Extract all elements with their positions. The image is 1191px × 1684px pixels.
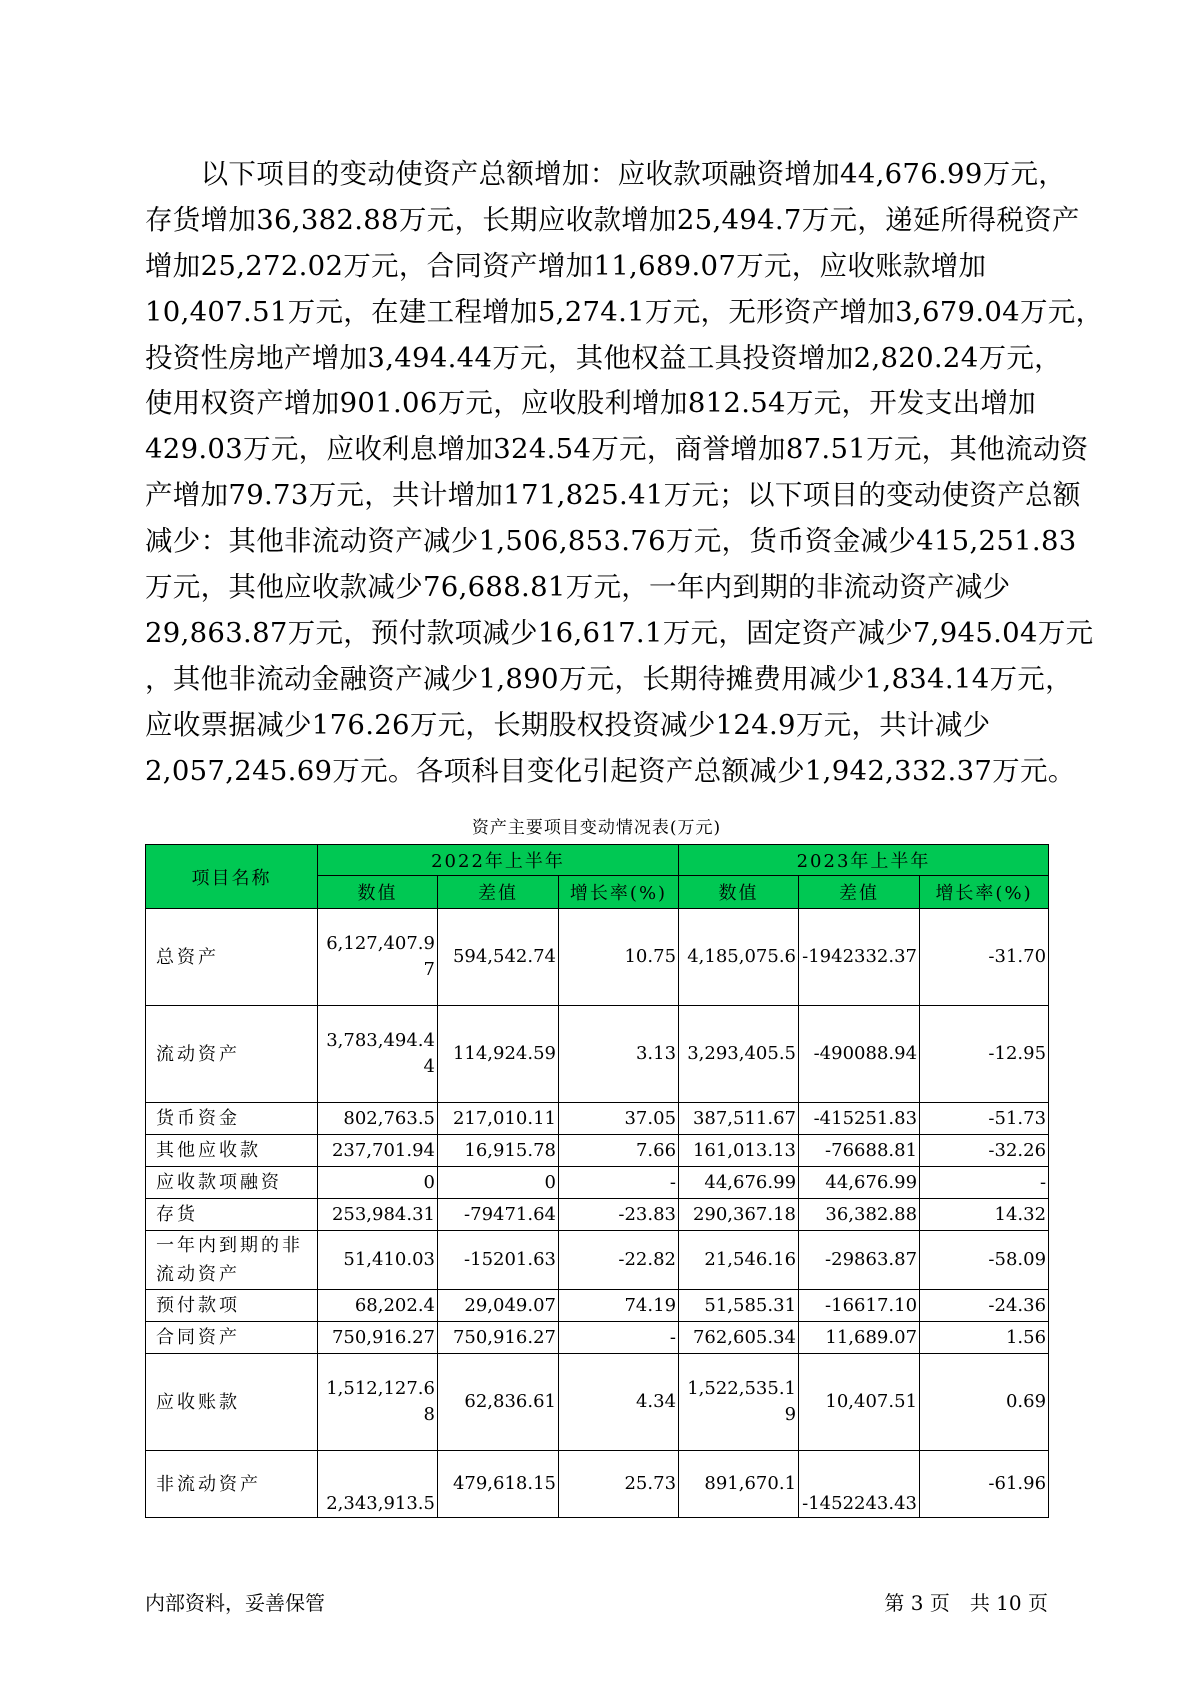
cell-value-2023: 891,670.1 [679, 1451, 799, 1518]
cell-rate-2022: 7.66 [559, 1135, 679, 1167]
header-value-2022: 数值 [318, 876, 438, 909]
paragraph-line: 使用权资产增加901.06万元，应收股利增加812.54万元，开发支出增加 [145, 387, 1037, 420]
table-caption: 资产主要项目变动情况表(万元) [471, 818, 722, 838]
cell-rate-2023: -24.36 [920, 1290, 1049, 1322]
table-row [146, 1103, 1049, 1135]
cell-diff-2023: -415251.83 [799, 1103, 920, 1135]
paragraph-line: 产增加79.73万元，共计增加171,825.41万元；以下项目的变动使资产总额 [145, 479, 1081, 512]
row-name: 应收款项融资 [146, 1167, 318, 1199]
cell-rate-2023: 14.32 [920, 1199, 1049, 1231]
row-name: 非流动资产 [146, 1451, 318, 1518]
cell-value-2022: 750,916.27 [318, 1322, 438, 1354]
row-name: 总资产 [146, 909, 318, 1006]
paragraph-line: 万元，其他应收款减少76,688.81万元，一年内到期的非流动资产减少 [145, 571, 1011, 604]
cell-rate-2023: - [920, 1167, 1049, 1199]
cell-value-2022: 3,783,494.44 [318, 1006, 438, 1103]
cell-rate-2023: -51.73 [920, 1103, 1049, 1135]
cell-value-2023: 51,585.31 [679, 1290, 799, 1322]
cell-value-2023: 161,013.13 [679, 1135, 799, 1167]
header-period-2022: 2022年上半年 [318, 845, 679, 876]
cell-diff-2023: -1452243.43 [799, 1451, 920, 1518]
table-row [146, 1006, 1049, 1103]
paragraph-line: 减少：其他非流动资产减少1,506,853.76万元，货币资金减少415,251.83 [145, 525, 1077, 558]
cell-diff-2023: -76688.81 [799, 1135, 920, 1167]
cell-value-2023: 762,605.34 [679, 1322, 799, 1354]
paragraph-line: 29,863.87万元，预付款项减少16,617.1万元，固定资产减少7,945.04万元 [145, 616, 1094, 649]
table-row [146, 1451, 1049, 1518]
footer-page-number: 第 3 页 共 10 页 [884, 1591, 1048, 1615]
cell-value-2022: 2,343,913.5 [318, 1451, 438, 1518]
cell-diff-2023: 10,407.51 [799, 1354, 920, 1451]
cell-diff-2022: 217,010.11 [438, 1103, 559, 1135]
table-row [146, 1167, 1049, 1199]
cell-rate-2023: -12.95 [920, 1006, 1049, 1103]
cell-rate-2023: 1.56 [920, 1322, 1049, 1354]
paragraph-line: ，其他非流动金融资产减少1,890万元，长期待摊费用减少1,834.14万元， [145, 662, 1073, 695]
asset-change-table [145, 844, 1049, 1518]
table-row [146, 1354, 1049, 1451]
cell-diff-2022: 16,915.78 [438, 1135, 559, 1167]
cell-value-2023: 3,293,405.5 [679, 1006, 799, 1103]
cell-diff-2023: -16617.10 [799, 1290, 920, 1322]
cell-value-2023: 290,367.18 [679, 1199, 799, 1231]
cell-rate-2022: 74.19 [559, 1290, 679, 1322]
cell-diff-2022: -15201.63 [438, 1231, 559, 1290]
cell-rate-2022: 10.75 [559, 909, 679, 1006]
header-rate-2022: 增长率(%) [559, 876, 679, 909]
cell-diff-2022: 594,542.74 [438, 909, 559, 1006]
cell-diff-2023: -1942332.37 [799, 909, 920, 1006]
cell-rate-2022: 4.34 [559, 1354, 679, 1451]
cell-value-2022: 802,763.5 [318, 1103, 438, 1135]
table-row [146, 1135, 1049, 1167]
row-name: 货币资金 [146, 1103, 318, 1135]
cell-value-2022: 253,984.31 [318, 1199, 438, 1231]
cell-rate-2023: -58.09 [920, 1231, 1049, 1290]
cell-diff-2022: 0 [438, 1167, 559, 1199]
row-name: 合同资产 [146, 1322, 318, 1354]
cell-rate-2023: -32.26 [920, 1135, 1049, 1167]
table-row [146, 909, 1049, 1006]
cell-diff-2022: -79471.64 [438, 1199, 559, 1231]
table-header-row [146, 845, 1049, 876]
row-name: 预付款项 [146, 1290, 318, 1322]
table-row [146, 1231, 1049, 1290]
row-name: 流动资产 [146, 1006, 318, 1103]
cell-diff-2023: -29863.87 [799, 1231, 920, 1290]
row-name: 存货 [146, 1199, 318, 1231]
cell-rate-2022: 3.13 [559, 1006, 679, 1103]
paragraph-line: 投资性房地产增加3,494.44万元，其他权益工具投资增加2,820.24万元， [145, 341, 1062, 374]
cell-diff-2022: 62,836.61 [438, 1354, 559, 1451]
cell-diff-2023: 36,382.88 [799, 1199, 920, 1231]
cell-rate-2022: 25.73 [559, 1451, 679, 1518]
asset-change-paragraph [145, 152, 1104, 794]
paragraph-line: 存货增加36,382.88万元，长期应收款增加25,494.7万元，递延所得税资产 [145, 203, 1080, 236]
cell-rate-2023: -31.70 [920, 909, 1049, 1006]
header-value-2023: 数值 [679, 876, 799, 909]
header-rate-2023: 增长率(%) [920, 876, 1049, 909]
cell-diff-2023: 11,689.07 [799, 1322, 920, 1354]
header-diff-2023: 差值 [799, 876, 920, 909]
paragraph-line: 2,057,245.69万元。各项科目变化引起资产总额减少1,942,332.37万元。 [145, 754, 1076, 787]
cell-value-2022: 6,127,407.97 [318, 909, 438, 1006]
cell-value-2022: 237,701.94 [318, 1135, 438, 1167]
paragraph-line: 增加25,272.02万元，合同资产增加11,689.07万元，应收账款增加 [145, 249, 987, 282]
row-name: 应收账款 [146, 1354, 318, 1451]
paragraph-line: 10,407.51万元，在建工程增加5,274.1万元，无形资产增加3,679.04万元， [145, 295, 1104, 328]
cell-rate-2022: -22.82 [559, 1231, 679, 1290]
cell-diff-2023: -490088.94 [799, 1006, 920, 1103]
cell-value-2023: 387,511.67 [679, 1103, 799, 1135]
cell-value-2023: 4,185,075.6 [679, 909, 799, 1006]
row-name: 其他应收款 [146, 1135, 318, 1167]
cell-value-2023: 44,676.99 [679, 1167, 799, 1199]
footer-confidential-note: 内部资料，妥善保管 [145, 1591, 325, 1615]
cell-rate-2022: 37.05 [559, 1103, 679, 1135]
cell-value-2023: 21,546.16 [679, 1231, 799, 1290]
cell-diff-2022: 29,049.07 [438, 1290, 559, 1322]
cell-diff-2022: 114,924.59 [438, 1006, 559, 1103]
cell-value-2022: 0 [318, 1167, 438, 1199]
cell-diff-2022: 479,618.15 [438, 1451, 559, 1518]
cell-rate-2023: 0.69 [920, 1354, 1049, 1451]
cell-diff-2023: 44,676.99 [799, 1167, 920, 1199]
paragraph-line: 以下项目的变动使资产总额增加：应收款项融资增加44,676.99万元， [145, 158, 1067, 190]
table-row [146, 1199, 1049, 1231]
cell-rate-2022: - [559, 1322, 679, 1354]
table-row [146, 1290, 1049, 1322]
cell-diff-2022: 750,916.27 [438, 1322, 559, 1354]
paragraph-line: 应收票据减少176.26万元，长期股权投资减少124.9万元，共计减少 [145, 708, 991, 741]
cell-rate-2023: -61.96 [920, 1451, 1049, 1518]
row-name: 一年内到期的非流动资产 [146, 1231, 318, 1290]
cell-value-2022: 68,202.4 [318, 1290, 438, 1322]
cell-value-2022: 1,512,127.68 [318, 1354, 438, 1451]
header-item-name: 项目名称 [146, 845, 318, 909]
cell-rate-2022: -23.83 [559, 1199, 679, 1231]
header-period-2023: 2023年上半年 [679, 845, 1049, 876]
table-row [146, 1322, 1049, 1354]
cell-value-2023: 1,522,535.19 [679, 1354, 799, 1451]
paragraph-line: 429.03万元，应收利息增加324.54万元，商誉增加87.51万元，其他流动资 [145, 433, 1089, 466]
cell-value-2022: 51,410.03 [318, 1231, 438, 1290]
cell-rate-2022: - [559, 1167, 679, 1199]
header-diff-2022: 差值 [438, 876, 559, 909]
